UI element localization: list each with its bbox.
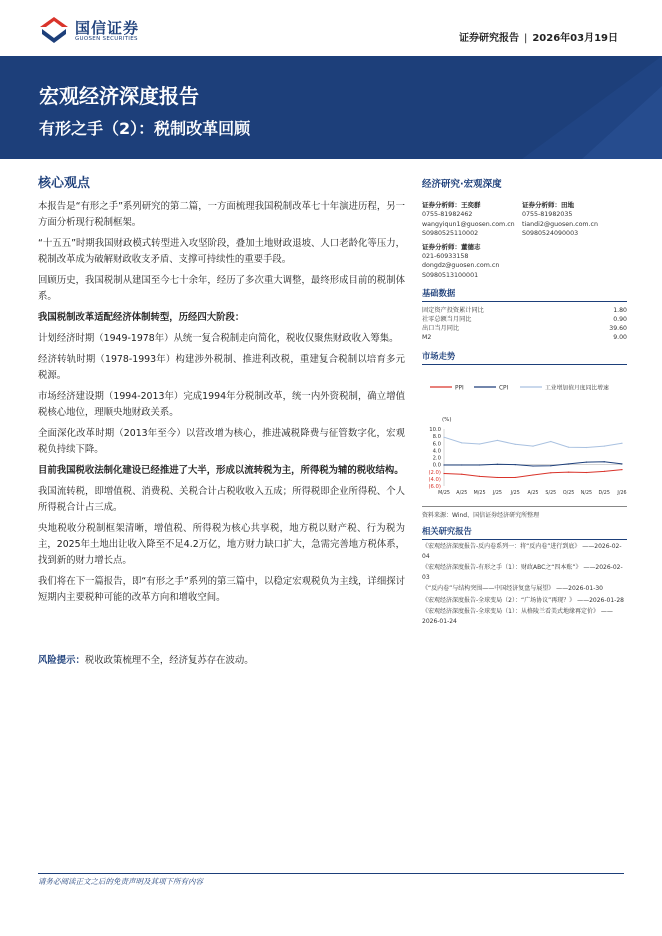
paragraph: 本报告是“有形之手”系列研究的第二篇，一方面梳理我国税制改革七十年演进历程，另一方面分析现行税制框架。 — [38, 201, 405, 228]
paragraph: 计划经济时期（1949-1978年）从统一复合税制走向简化，税收仅聚焦财政收入筹集。 — [38, 333, 399, 344]
report-type: 证券研究报告 — [458, 33, 519, 44]
x-tick-label: O/25 — [562, 491, 575, 496]
legend-label: 工业增加值月度同比增速 — [545, 385, 609, 392]
data-point — [550, 441, 551, 442]
meta-separator: | — [523, 33, 528, 44]
data-point — [443, 437, 444, 438]
logo-text-en: GUOSEN SECURITIES — [75, 36, 138, 42]
series-line — [444, 462, 622, 466]
sidebar-heading: 经济研究·宏观深度 — [422, 179, 502, 190]
title-banner — [0, 56, 662, 159]
report-date: 2026年03月19日 — [532, 33, 618, 44]
table-row — [422, 315, 627, 324]
data-point — [532, 465, 533, 466]
data-point — [604, 471, 605, 472]
basic-data-table — [422, 306, 627, 342]
analyst-list — [422, 200, 627, 283]
table-cell-label: 固定资产投资累计同比 — [422, 307, 484, 314]
market-trend-chart — [422, 371, 627, 503]
x-tick-label: A/25 — [456, 491, 468, 496]
data-point — [621, 463, 622, 464]
footer-divider — [38, 873, 624, 874]
table-cell-value: 9.00 — [613, 334, 627, 341]
data-point — [604, 461, 605, 462]
x-tick-label: J/25 — [510, 491, 520, 496]
analyst-cert: S0980513100001 — [422, 271, 479, 279]
y-tick-label: (2.0) — [428, 469, 441, 476]
analyst-email[interactable]: dongdz@guosen.com.cn — [422, 262, 500, 269]
paragraph: 市场经济建设期（1994-2013年）完成1994年分税制改革，统一内外资税制，确立增值税核心地位，理顺央地财政关系。 — [38, 391, 405, 418]
data-point — [497, 440, 498, 441]
paragraph: 我国流转税，即增值税、消费税、关税合计占税收收入五成；所得税即企业所得税、个人所得税合计占三成。 — [38, 486, 405, 513]
chart-canvas — [422, 371, 627, 503]
table-row — [422, 333, 627, 342]
x-tick-label: S/25 — [545, 491, 557, 496]
data-point — [586, 472, 587, 473]
data-point — [604, 446, 605, 447]
related-report-link[interactable]: 《宏观经济深度报告-全球变局（2）：“广场协议”再现？》 ——2026-01-28 — [422, 596, 624, 604]
analyst-card — [522, 200, 627, 239]
logo-mark-icon — [40, 17, 68, 43]
analyst-email[interactable]: tiandi2@guosen.com.cn — [522, 220, 599, 228]
data-point — [479, 443, 480, 444]
analyst-phone: 0755-81982035 — [522, 211, 573, 218]
y-tick-label: 6.0 — [432, 441, 441, 448]
data-point — [568, 463, 569, 464]
y-tick-label: 0.0 — [432, 462, 441, 469]
data-point — [550, 465, 551, 466]
legend-label: PPI — [455, 385, 464, 392]
related-report-link[interactable]: 《宏观经济深度报告-反内卷系列一：将“反内卷”进行到底》 ——2026-02-04 — [422, 543, 622, 560]
paragraph: “十五五”时期我国财政模式转型进入攻坚阶段，叠加土地财政退坡、人口老龄化等压力，税制改革成为破解财政收支矛盾、支撑可持续性的重要手段。 — [38, 238, 405, 265]
related-report-link[interactable]: 《“反内卷”与结构突围——中国经济复盘与展望》 ——2026-01-30 — [422, 585, 603, 592]
paragraph: 全面深化改革时期（2013年至今）以营改增为核心，推进减税降费与征管数字化，宏观税负持续下降。 — [38, 428, 405, 455]
y-tick-label: 8.0 — [432, 434, 441, 441]
data-point — [479, 476, 480, 477]
company-logo — [40, 17, 160, 45]
paragraph: 我们将在下一篇报告，即“有形之手”系列的第三篇中，以稳定宏观税负为主线，详细探讨短期内主要税种可能的改革方向和增收空间。 — [38, 576, 405, 603]
data-point — [532, 474, 533, 475]
y-tick-label: (6.0) — [428, 484, 441, 490]
table-cell-label: 出口当月同比 — [422, 325, 460, 332]
x-tick-label: J/26 — [617, 491, 627, 496]
data-point — [461, 442, 462, 443]
related-reports-title: 相关研究报告 — [422, 525, 627, 540]
analyst-name: 证券分析师：董德志 — [422, 242, 481, 251]
banner-decoration — [402, 56, 662, 159]
paragraph: 央地税收分税制框架清晰，增值税、所得税为核心共享税，地方税以财产税、行为税为主，2025年土地出让收入降至不足4.2万亿，地方财力缺口扩大，急需完善地方税体系，找到新的财力增长点。 — [38, 523, 405, 566]
data-point — [550, 472, 551, 473]
paragraph: 回顾历史，我国税制从建国至今七十余年，经历了多次重大调整，最终形成目前的税制体系。 — [38, 275, 405, 302]
analyst-card — [422, 242, 522, 281]
data-point — [515, 477, 516, 478]
logo-text-cn: 国信证券 — [75, 19, 140, 37]
analyst-cert: S0980525110002 — [422, 230, 479, 237]
data-point — [461, 464, 462, 465]
key-point: 我国税制改革适配经济体制转型，历经四大阶段： — [38, 312, 245, 323]
data-point — [586, 462, 587, 463]
x-tick-label: M/25 — [438, 491, 450, 496]
y-tick-label: 2.0 — [432, 455, 441, 462]
basic-data-title: 基础数据 — [422, 287, 627, 302]
analyst-phone: 021-60933158 — [422, 252, 469, 260]
data-point — [479, 464, 480, 465]
data-point — [568, 447, 569, 448]
y-axis-label: (%) — [442, 417, 452, 423]
footer-disclaimer: 请务必阅读正文之后的免责声明及其项下所有内容 — [38, 877, 203, 886]
data-point — [497, 464, 498, 465]
data-point — [443, 464, 444, 465]
related-report-link[interactable]: 《宏观经济深度报告-全球变局（1）：从格陵兰看美式地缘再定价》 ——2026-01-24 — [422, 608, 613, 625]
legend-label: CPI — [499, 385, 509, 392]
table-row — [422, 306, 627, 315]
data-point — [443, 473, 444, 474]
x-tick-label: A/25 — [527, 491, 539, 496]
core-views — [38, 172, 405, 611]
x-tick-label: N/25 — [580, 491, 593, 496]
chart-source: 资料来源：Wind、国信证券经济研究所整理 — [422, 506, 627, 519]
table-row — [422, 324, 627, 333]
table-cell-value: 0.90 — [613, 316, 627, 323]
analyst-cert: S0980524090003 — [522, 230, 579, 237]
data-point — [586, 447, 587, 448]
table-cell-label: M2 — [422, 334, 432, 341]
data-point — [461, 474, 462, 475]
table-cell-value: 39.60 — [609, 325, 627, 332]
data-point — [532, 446, 533, 447]
report-subtitle: 有形之手（2）：税制改革回顾 — [39, 119, 251, 138]
x-tick-label: J/25 — [492, 491, 502, 496]
data-point — [568, 472, 569, 473]
data-point — [497, 477, 498, 478]
report-title: 宏观经济深度报告 — [39, 84, 199, 108]
data-point — [621, 469, 622, 470]
related-report-link[interactable]: 《宏观经济深度报告-有形之手（1）：财政ABC之“四本账”》 ——2026-02-03 — [422, 564, 623, 581]
sidebar — [422, 176, 627, 626]
table-cell-label: 社零总额当月同比 — [422, 316, 472, 323]
analyst-name: 证券分析师：王奕群 — [422, 201, 481, 209]
report-meta — [459, 29, 618, 44]
analyst-card — [422, 200, 522, 239]
data-point — [621, 443, 622, 444]
table-cell-value: 1.80 — [613, 307, 627, 314]
key-point: 目前我国税收法制化建设已经推进了大半，形成以流转税为主，所得税为辅的税收结构。 — [38, 465, 404, 476]
data-point — [515, 464, 516, 465]
analyst-phone: 0755-81982462 — [422, 211, 473, 218]
y-tick-label: (4.0) — [428, 476, 441, 483]
risk-warning — [38, 653, 405, 669]
market-trend-title: 市场走势 — [422, 350, 627, 365]
x-tick-label: M/25 — [473, 491, 486, 496]
x-tick-label: D/25 — [598, 491, 610, 496]
page-header — [0, 0, 662, 56]
y-tick-label: 10.0 — [429, 427, 441, 433]
paragraph: 经济转轨时期（1978-1993年）构建涉外税制、推进利改税，重建复合税制以培育多元税源。 — [38, 354, 405, 381]
risk-label: 风险提示： — [38, 655, 85, 666]
risk-text: 税收政策梳理不全，经济复苏存在波动。 — [84, 655, 254, 666]
analyst-email[interactable]: wangyiqun1@guosen.com.cn — [422, 220, 515, 228]
core-views-heading: 核心观点 — [38, 176, 91, 191]
data-point — [515, 444, 516, 445]
y-tick-label: 4.0 — [432, 448, 441, 455]
series-line — [444, 470, 622, 478]
analyst-name: 证券分析师：田地 — [522, 201, 574, 209]
